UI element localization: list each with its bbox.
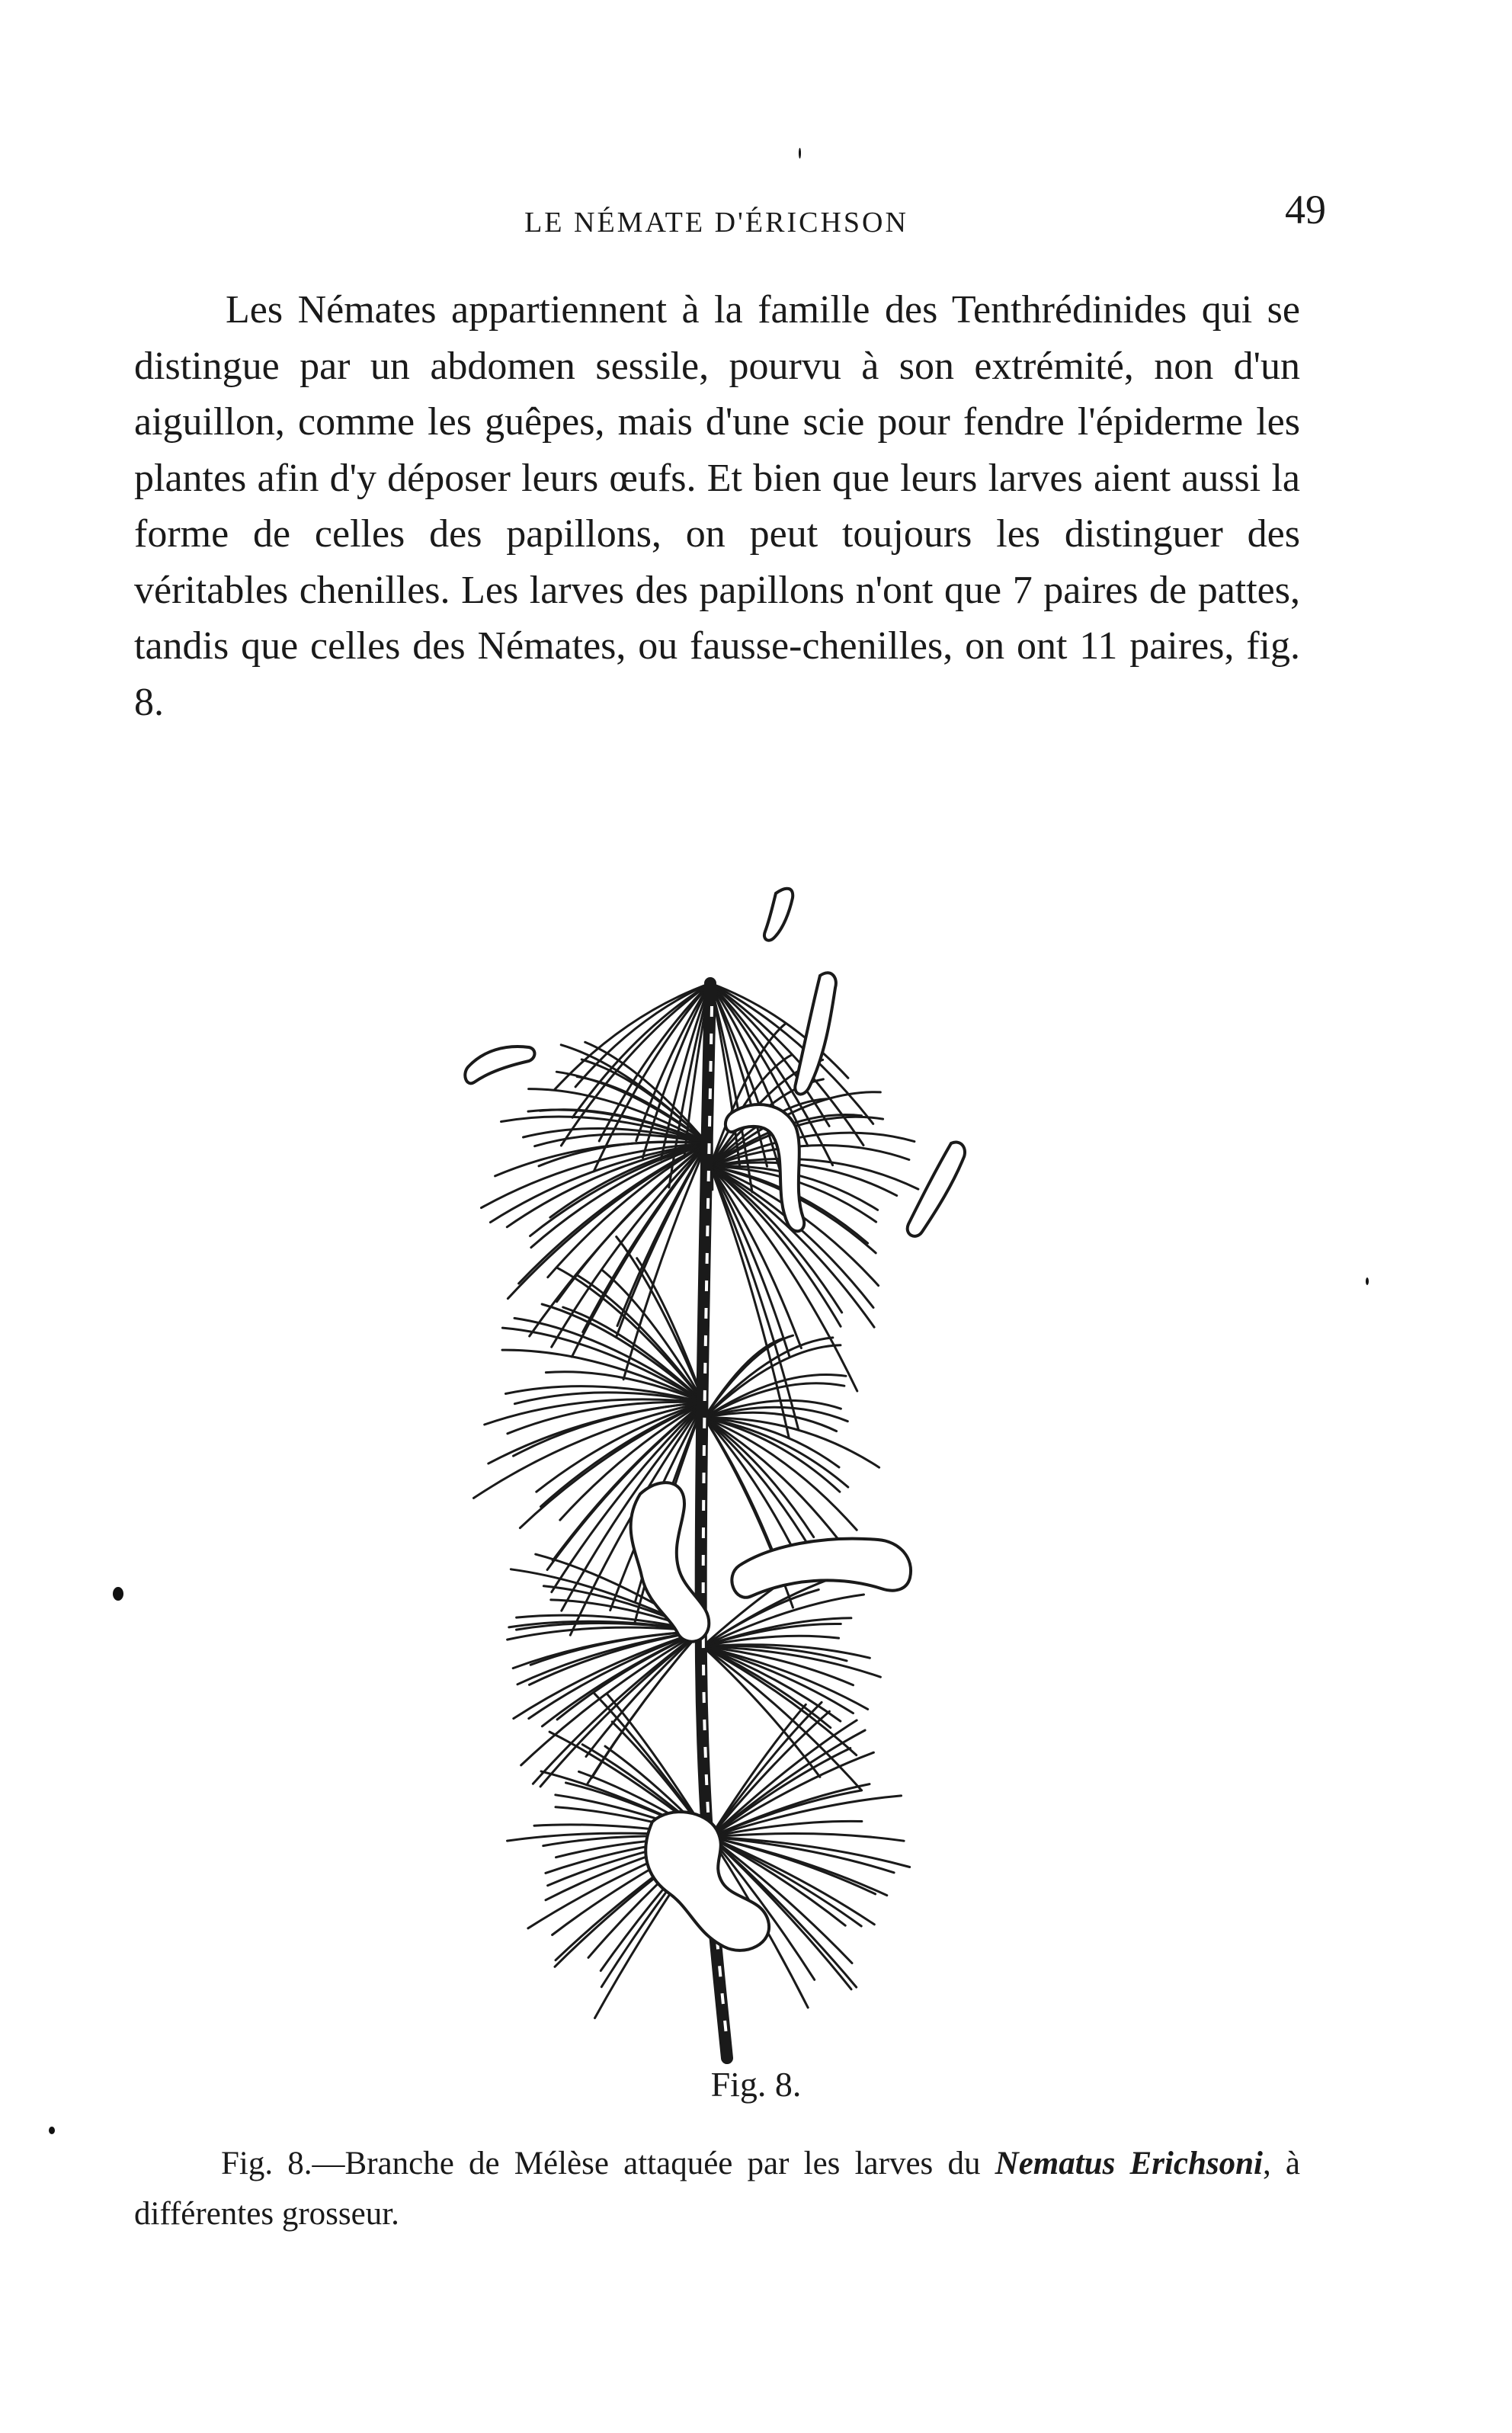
- caption-text-start: Fig. 8.—Branche de Mélèse attaquée par les larves du: [221, 2146, 995, 2181]
- larva-bottom-curled: [645, 1812, 769, 1951]
- larch-needle: [489, 1402, 704, 1463]
- print-speck: [113, 1587, 123, 1601]
- larva-left-branch: [465, 1047, 534, 1083]
- larch-branch-illustration: [412, 808, 1006, 2073]
- larch-needle: [710, 1711, 829, 1837]
- print-speck: [799, 148, 801, 159]
- larch-needle: [710, 1837, 894, 1873]
- figure-label: Fig. 8.: [710, 2065, 802, 2104]
- larch-branch-engraving: [412, 808, 1006, 2073]
- larch-needle: [583, 1143, 707, 1332]
- running-title: LE NÉMATE D'ÉRICHSON: [524, 207, 908, 239]
- page-number: 49: [1285, 187, 1326, 232]
- body-paragraph: Les Némates appartiennent à la famille des Tenthrédinides qui se distingue par un abdomen sessile, pourvu à son extrémité, non d'un aiguillon, comme les guêpes, mais d'une scie pour fendre l'épiderme les plantes afin d'y déposer leurs œufs. Et bien que leurs larves aient aussi la forme de celles des papillons, on peut toujours les distinguer des véritables chenilles. Les larves des papillons n'ont que 7 paires de pattes, tandis que celles des Némates, ou fausse-chenilles, on ont 11 paires, fig. 8.: [134, 288, 1300, 724]
- caption-text-end: , à différentes grosseur.: [134, 2146, 1300, 2232]
- larva-top-right: [764, 889, 793, 941]
- larva-long-right: [732, 1539, 911, 1598]
- caption-species-name: Nematus Erichsoni: [995, 2146, 1263, 2181]
- print-speck: [49, 2127, 55, 2134]
- print-speck: [1366, 1277, 1369, 1285]
- figure-caption: [134, 2139, 1300, 2239]
- larch-needle: [710, 1837, 876, 1894]
- body-text: [134, 282, 1300, 730]
